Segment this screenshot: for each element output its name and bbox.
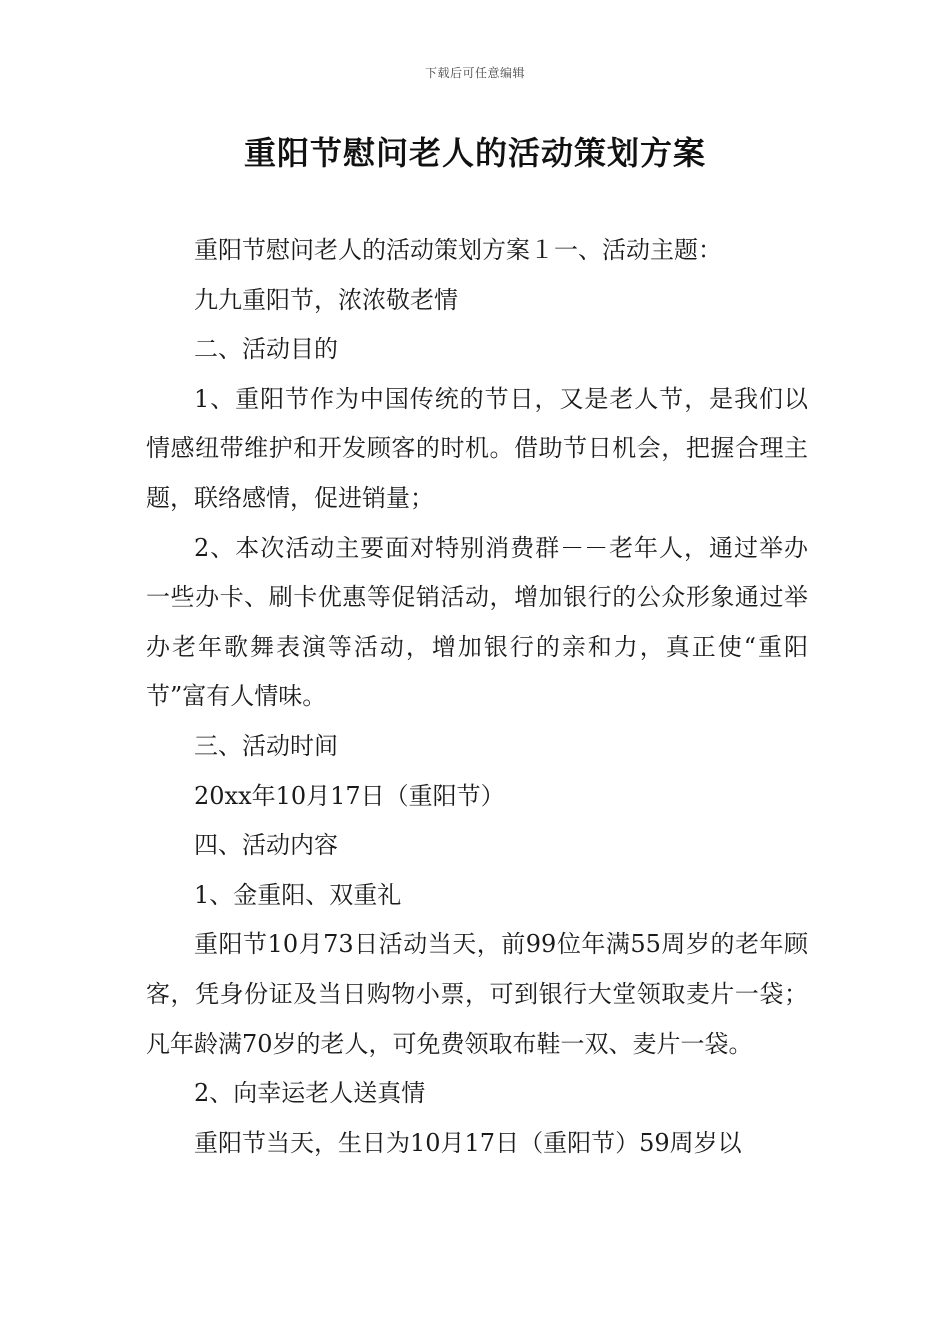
paragraph-theme: 九九重阳节，浓浓敬老情 [194, 285, 458, 314]
paragraph-heading-time: 三、活动时间 [194, 731, 338, 760]
paragraph-content-1-heading: 1、金重阳、双重礼 [194, 880, 402, 909]
document-title: 重阳节慰问老人的活动策划方案 [243, 134, 706, 172]
paragraph-heading-content: 四、活动内容 [194, 831, 338, 860]
paragraph-heading-purpose: 二、活动目的 [194, 335, 338, 364]
paragraph-content-2: 重阳节当天，生日为10月17日（重阳节）59周岁以 [194, 1128, 742, 1157]
paragraph-time: 20xx年10月17日（重阳节） [194, 781, 505, 810]
paragraph-intro-theme: 重阳节慰问老人的活动策划方案１一、活动主题： [194, 236, 722, 264]
document-body [146, 226, 808, 1168]
paragraph-content-2-heading: 2、向幸运老人送真情 [194, 1079, 426, 1108]
paragraph-purpose-1: 1、重阳节作为中国传统的节日，又是老人节，是我们以情感纽带维护和开发顾客的时机。借助节日机会，把握合理主题，联络感情，促进销量； [146, 384, 808, 512]
paragraph-content-1: 重阳节10月73日活动当天，前99位年满55周岁的老年顾客，凭身份证及当日购物小票，可到银行大堂领取麦片一袋；凡年龄满70岁的老人，可免费领取布鞋一双、麦片一袋。 [146, 930, 808, 1058]
paragraph-purpose-2: 2、本次活动主要面对特别消费群－－老年人，通过举办一些办卡、刷卡优惠等促销活动，增加银行的公众形象通过举办老年歌舞表演等活动，增加银行的亲和力，真正使“重阳节”富有人情味。 [146, 533, 808, 711]
header-note: 下载后可任意编辑 [424, 66, 525, 80]
